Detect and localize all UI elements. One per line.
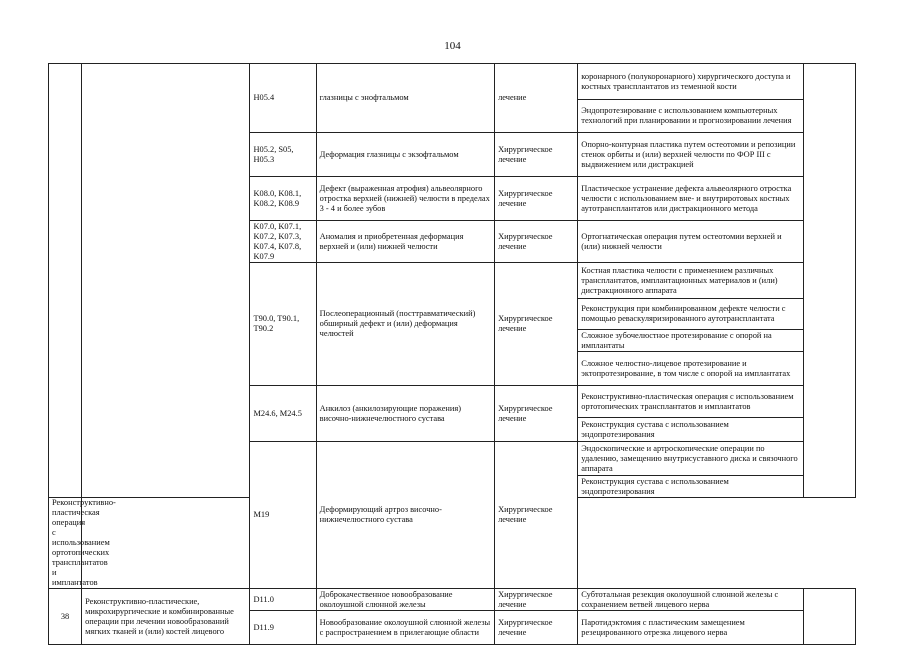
model-cell: Аномалия и приобретенная деформация верхней и (или) нижней челюсти [316, 221, 494, 263]
model-cell: Доброкачественное новообразование околоушной слюнной железы [316, 589, 494, 611]
method-cell: Эндоскопические и артроскопические операции по удалению, замещению внутрисуставного диска и связочного аппарата [578, 442, 804, 476]
method-cell: Субтотальная резекция околоушной слюнной железы с сохранением ветвей лицевого нерва [578, 589, 804, 611]
kind-cell: Хирургическое лечение [495, 177, 578, 221]
code-cell: D11.9 [250, 611, 316, 645]
kind-cell: лечение [495, 64, 578, 133]
model-cell: Дефект (выраженная атрофия) альвеолярного отростка верхней (нижней) челюсти в пределах 3 - 4 и более зубов [316, 177, 494, 221]
kind-cell: Хирургическое лечение [495, 589, 578, 611]
kind-cell: Хирургическое лечение [495, 221, 578, 263]
model-cell: Новообразование околоушной слюнной железы с распространением в прилегающие области [316, 611, 494, 645]
page-number: 104 [444, 40, 461, 52]
method-cell: Реконструкция при комбинированном дефекте челюсти с помощью реваскуляризированного аутотрансплантата [578, 299, 804, 330]
group-number-cell-prev [49, 64, 82, 498]
method-cell: Опорно-контурная пластика путем остеотомии и репозиции стенок орбиты и (или) верхней челюсти по ФОР III с выдвижением или дистракцией [578, 133, 804, 177]
cost-cell [803, 64, 855, 498]
method-cell: Эндопротезирование с использованием компьютерных технологий при планировании и прогнозировании лечения [578, 100, 804, 133]
method-cell: Паротидэктомия с пластическим замещением резецированного отрезка лицевого нерва [578, 611, 804, 645]
model-cell: Анкилоз (анкилозирующие поражения) височно-нижнечелюстного сустава [316, 386, 494, 442]
method-cell: Реконструкция сустава с использованием эндопротезирования [578, 476, 804, 498]
method-cell: Костная пластика челюсти с применением различных трансплантатов, имплантационных материалов и (или) дистракционного аппарата [578, 263, 804, 299]
group-number: 38 [49, 589, 82, 645]
method-cell: коронарного (полукоронарного) хирургического доступа и костных трансплантатов из теменной кости [578, 64, 804, 100]
group-title: Реконструктивно-пластические, микрохирургические и комбинированные операции при лечении новообразований мягких тканей и (или) костей лицевого [82, 589, 250, 645]
code-cell: H05.4 [250, 64, 316, 133]
model-cell: Деформация глазницы с экзофтальмом [316, 133, 494, 177]
method-cell: Сложное челюстно-лицевое протезирование и эктопротезирование, в том числе с опорой на имплантатах [578, 352, 804, 386]
method-cell: Ортогнатическая операция путем остеотомии верхней и (или) нижней челюсти [578, 221, 804, 263]
code-cell: H05.2, S05, H05.3 [250, 133, 316, 177]
table-row [49, 589, 856, 611]
method-cell: Сложное зубочелюстное протезирование с опорой на имплантаты [578, 330, 804, 352]
cost-cell [803, 589, 855, 645]
method-cell: Реконструкция сустава с использованием эндопротезирования [578, 418, 804, 442]
kind-cell: Хирургическое лечение [495, 386, 578, 442]
kind-cell: Хирургическое лечение [495, 263, 578, 386]
code-cell: K08.0, K08.1, K08.2, K08.9 [250, 177, 316, 221]
kind-cell: Хирургическое лечение [495, 133, 578, 177]
group-title-cell-prev [82, 64, 250, 498]
procedures-table [48, 63, 856, 645]
method-cell: Реконструктивно-пластическая операция с использованием ортотопических трансплантатов и имплантатов [49, 498, 82, 589]
model-cell: Послеоперационный (посттравматический) обширный дефект и (или) деформация челюстей [316, 263, 494, 386]
code-cell: D11.0 [250, 589, 316, 611]
method-cell: Реконструктивно-пластическая операция с использованием ортотопических трансплантатов и имплантатов [578, 386, 804, 418]
code-cell: M19 [250, 442, 316, 589]
code-cell: M24.6, M24.5 [250, 386, 316, 442]
table-row [49, 64, 856, 100]
model-cell: глазницы с энофтальмом [316, 64, 494, 133]
code-cell: T90.0, T90.1, T90.2 [250, 263, 316, 386]
code-cell: K07.0, K07.1, K07.2, K07.3, K07.4, K07.8, K07.9 [250, 221, 316, 263]
method-cell: Пластическое устранение дефекта альвеолярного отростка челюсти с использованием вне- и внутриротовых костных аутотрансплантатов или дистракционного метода [578, 177, 804, 221]
model-cell: Деформирующий артроз височно-нижнечелюстного сустава [316, 442, 494, 589]
kind-cell: Хирургическое лечение [495, 611, 578, 645]
kind-cell: Хирургическое лечение [495, 442, 578, 589]
